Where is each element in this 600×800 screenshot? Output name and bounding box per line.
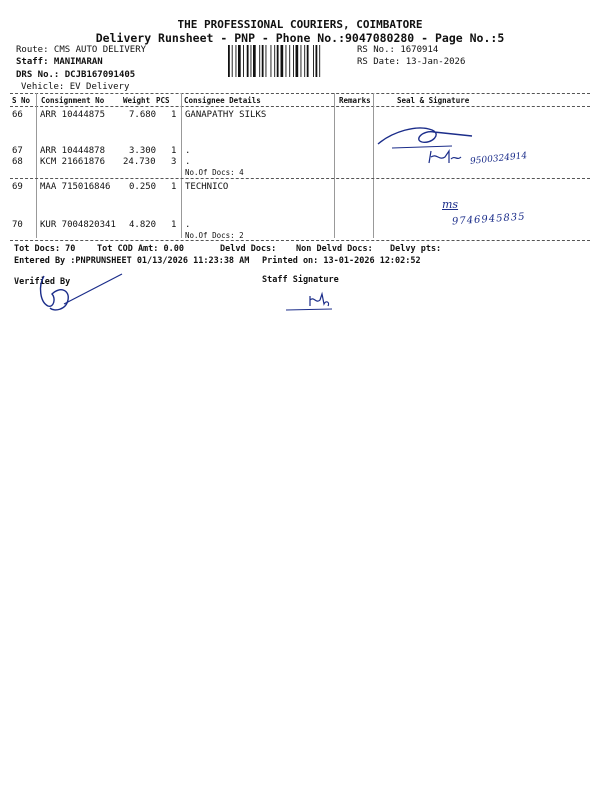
row-consignment: ARR 10444875 <box>40 110 106 120</box>
row-pcs: 1 <box>171 182 177 192</box>
row-sno: 70 <box>12 220 23 230</box>
handwritten-phone-2: 9746945835 <box>451 211 526 228</box>
col-pcs: PCS <box>156 96 170 105</box>
table-header-rule <box>10 106 590 107</box>
verified-by-label: Verified By <box>14 277 71 287</box>
col-remarks: Remarks <box>339 96 371 105</box>
runsheet-title: Delivery Runsheet - PNP - Phone No.:9047080280 - Page No.:5 <box>95 31 505 45</box>
row-consignment: KCM 21661876 <box>40 157 106 167</box>
row-weight: 4.820 <box>129 220 157 230</box>
staff-signature-label: Staff Signature <box>262 275 339 285</box>
row-consignment: KUR 7004820341 <box>40 220 116 230</box>
printed-on: Printed on: 13-01-2026 12:02:52 <box>262 256 421 266</box>
company-name: THE PROFESSIONAL COURIERS, COIMBATORE <box>177 18 423 31</box>
total-cod: Tot COD Amt: 0.00 <box>97 244 184 254</box>
delivered-docs: Delvd Docs: <box>220 244 277 254</box>
grid-line <box>181 93 182 238</box>
handwritten-initials-2: ms <box>442 198 459 211</box>
col-weight: Weight <box>123 96 151 105</box>
row-pcs: 1 <box>171 110 177 120</box>
row-weight: 3.300 <box>129 146 157 156</box>
delivery-points: Delvy pts: <box>390 244 442 254</box>
row-sno: 69 <box>12 182 23 192</box>
table-top-rule <box>10 93 590 94</box>
table-bottom-rule <box>10 240 590 241</box>
row-consignee: . <box>185 220 191 230</box>
col-seal: Seal & Signature <box>397 96 470 105</box>
col-sno: S No <box>12 96 31 105</box>
row-consignee: GANAPATHY SILKS <box>185 110 267 120</box>
row-sno: 66 <box>12 110 23 120</box>
barcode <box>228 45 354 77</box>
col-consignee: Consignee Details <box>184 96 261 105</box>
rs-number: RS No.: 1670914 <box>357 45 439 55</box>
col-consignment: Consignment No <box>41 96 105 105</box>
entered-by: Entered By :PNPRUNSHEET 01/13/2026 11:23:38 AM <box>14 256 250 266</box>
row-pcs: 1 <box>171 146 177 156</box>
grid-line <box>36 93 37 238</box>
row-sno: 68 <box>12 157 23 167</box>
vehicle-label: Vehicle: EV Delivery <box>21 82 130 92</box>
group-rule <box>10 178 590 179</box>
row-consignment: MAA 715016846 <box>40 182 111 192</box>
rs-date: RS Date: 13-Jan-2026 <box>357 57 466 67</box>
row-consignee: . <box>185 146 191 156</box>
docs-count-note: No.Of Docs: 4 <box>185 168 244 177</box>
handwritten-initials <box>425 147 465 167</box>
row-weight: 24.730 <box>123 157 156 167</box>
row-consignee: TECHNICO <box>185 182 229 192</box>
row-weight: 0.250 <box>129 182 157 192</box>
verified-by-signature <box>30 268 130 318</box>
drs-label: DRS No.: DCJB167091405 <box>16 70 136 80</box>
total-docs: Tot Docs: 70 <box>14 244 76 254</box>
route-label: Route: CMS AUTO DELIVERY <box>16 45 147 55</box>
staff-signature <box>284 290 344 314</box>
grid-line <box>334 93 335 238</box>
grid-line <box>373 93 374 238</box>
docs-count-note: No.Of Docs: 2 <box>185 231 244 240</box>
row-weight: 7.680 <box>129 110 157 120</box>
staff-label: Staff: MANIMARAN <box>16 57 103 67</box>
non-delivered-docs: Non Delvd Docs: <box>296 244 373 254</box>
row-consignment: ARR 10444878 <box>40 146 106 156</box>
handwritten-phone-1: 9500324914 <box>469 151 528 167</box>
row-consignee: . <box>185 157 191 167</box>
row-sno: 67 <box>12 146 23 156</box>
row-pcs: 1 <box>171 220 177 230</box>
row-pcs: 3 <box>171 157 177 167</box>
